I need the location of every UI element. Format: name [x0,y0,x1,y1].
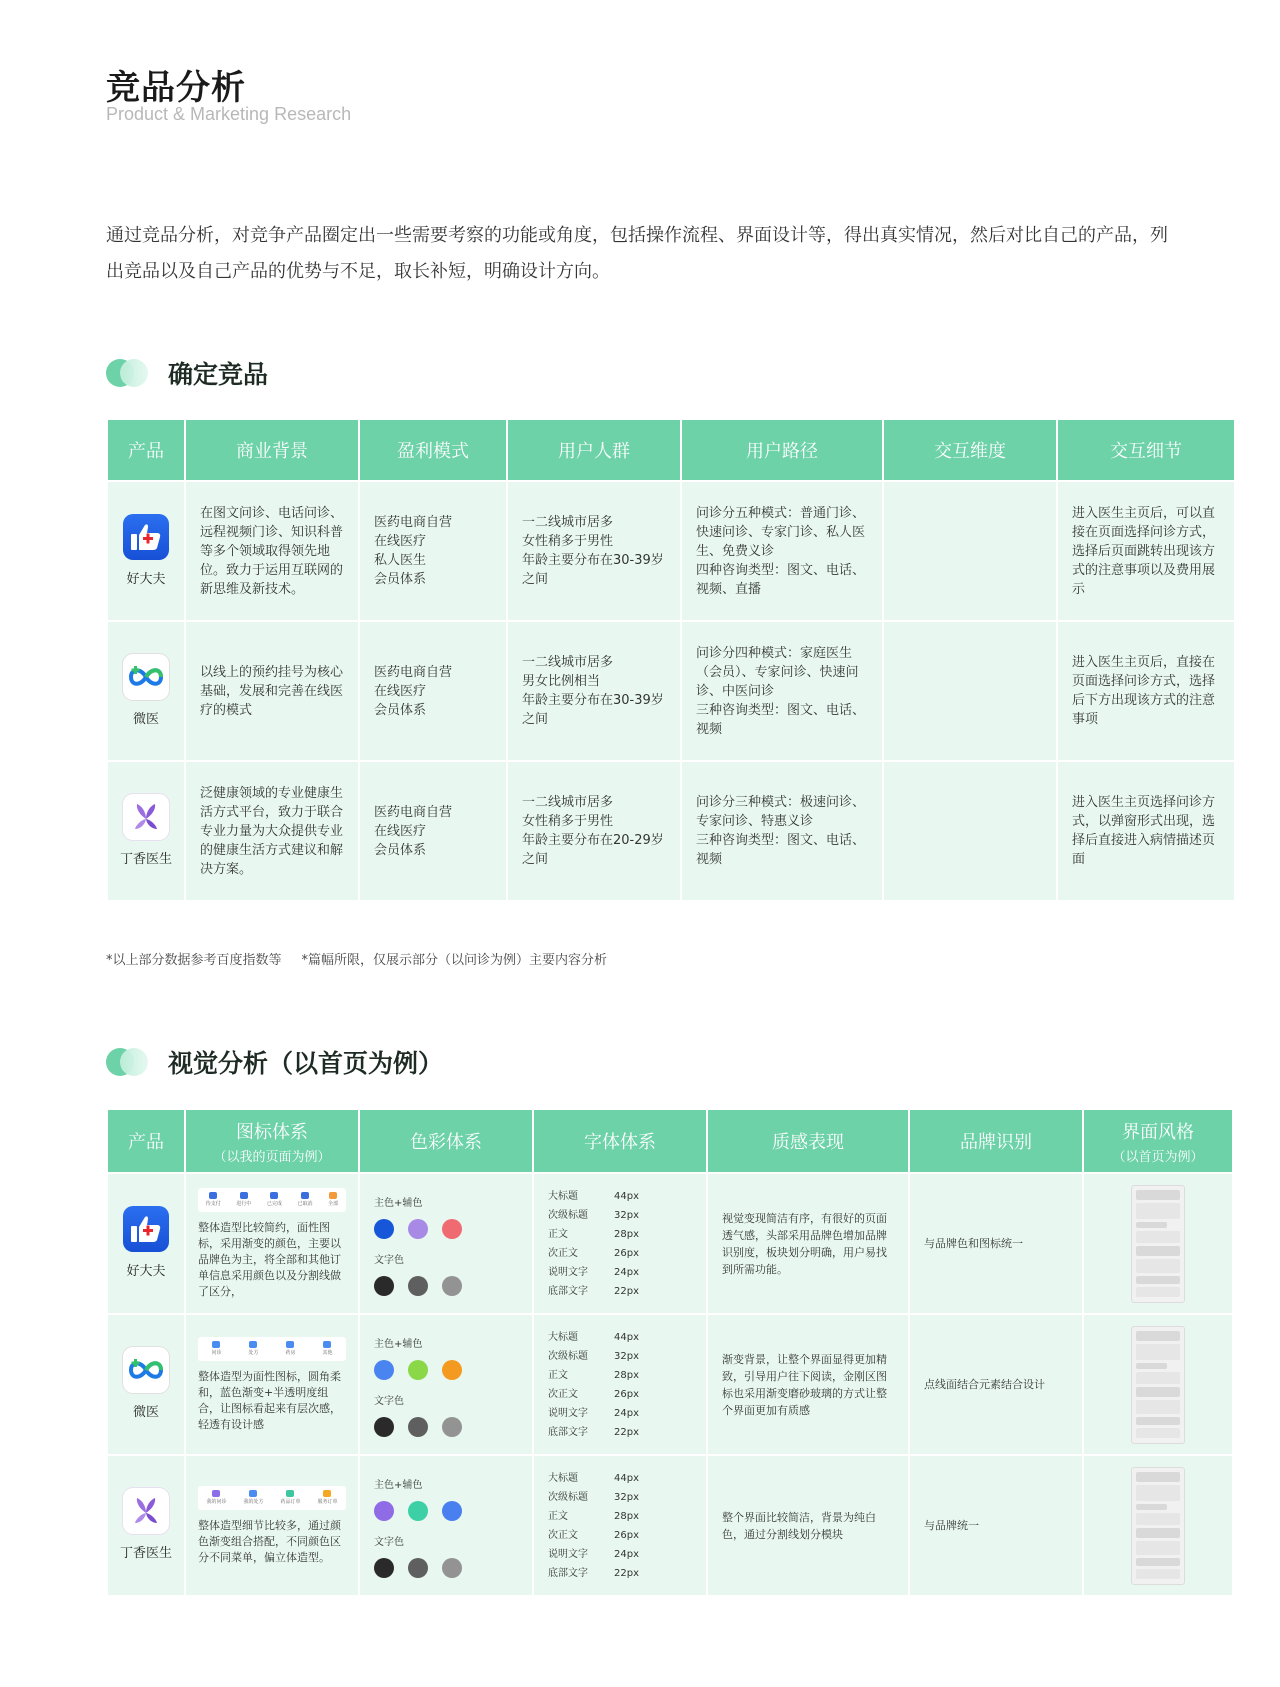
detail-cell: 进入医生主页选择问诊方式，以弹窗形式出现，选择后直接进入病情描述页面 [1058,760,1234,900]
mini-menu-icon [329,1192,337,1199]
product-name: 微医 [132,1405,159,1420]
mini-menu-icon [249,1341,257,1348]
profit-line: 在线医疗 [374,823,427,839]
font-level-name: 说明文字 [548,1407,588,1419]
color-swatch [374,1360,394,1380]
mini-menu-label: 处方 [248,1350,259,1356]
mini-menu-label: 我的处方 [243,1499,264,1505]
background-cell: 以线上的预约挂号为核心基础，发展和完善在线医疗的模式 [186,620,358,760]
product-cell [108,620,184,760]
font-size-value: 28px [614,1369,639,1381]
icon-system-cell [186,1313,358,1454]
mini-menu-icon [323,1341,331,1348]
profit-cell [360,620,506,760]
users-line: 男女比例相当 [522,674,601,689]
font-spec-row [548,1244,692,1263]
texture-cell: 整个界面比较简洁，背景为纯白色，通过分割线划分模块 [708,1454,908,1595]
section-heading-visual [106,1044,443,1080]
haodaifu-app-icon [123,514,169,560]
font-spec-row [548,1488,692,1507]
font-level-name: 次正文 [548,1388,578,1400]
mini-menu-item [248,1341,258,1356]
col-header-dimension: 交互维度 [884,420,1056,480]
font-size-value: 32px [614,1491,639,1503]
section-title: 视觉分析（以首页为例） [168,1049,444,1078]
font-size-value: 32px [614,1350,639,1362]
users-line: 女性稍多于男性 [522,534,614,549]
font-spec-row [548,1469,692,1488]
col-header-ui-style: 界面风格 （以首页为例） [1084,1110,1232,1172]
mini-menu-item [328,1192,338,1207]
font-size-value: 22px [614,1567,639,1579]
section-bullet-icon [106,1048,150,1076]
path-line: 四种咨询类型：图文、电话、视频、直播 [696,562,866,597]
table-row [108,1172,1232,1313]
color-label-text: 文字色 [374,1395,404,1407]
font-size-value: 28px [614,1510,639,1522]
section-heading-competitors [106,355,268,391]
homepage-wireframe-thumbnail [1131,1467,1185,1585]
mini-menu-label: 已完成 [266,1201,282,1207]
users-line: 一二线城市居多 [522,515,614,530]
text-color-swatch [408,1417,428,1437]
users-cell [508,620,680,760]
users-cell [508,760,680,900]
mini-menu-icon [270,1192,278,1199]
text-color-swatch [442,1276,462,1296]
text-color-swatch [408,1276,428,1296]
dingxiang-app-icon [123,1488,169,1534]
font-level-name: 底部文字 [548,1426,588,1438]
font-spec-row [548,1206,692,1225]
icon-system-cell [186,1454,358,1595]
font-level-name: 底部文字 [548,1567,588,1579]
font-size-value: 24px [614,1548,639,1560]
texture-cell: 渐变背景，让整个界面显得更加精致，引导用户往下阅读，金刚区图标也采用渐变磨砂玻璃的方式让整个界面更加有质感 [708,1313,908,1454]
font-spec-row [548,1404,692,1423]
color-swatch [408,1360,428,1380]
font-level-name: 正文 [548,1228,568,1240]
profit-cell [360,480,506,620]
font-level-name: 大标题 [548,1190,578,1202]
color-swatch [442,1360,462,1380]
texture-cell: 视觉变现简洁有序，有很好的页面透气感，头部采用品牌色增加品牌识别度，板块划分明确，用户易找到所需功能。 [708,1172,908,1313]
intro-paragraph: 通过竞品分析，对竞争产品圈定出一些需要考察的功能或角度，包括操作流程、界面设计等，得出真实情况，然后对比自己的产品，列出竞品以及自己产品的优势与不足，取长补短，明确设计方向。 [106,225,1168,282]
detail-cell: 进入医生主页后，直接在页面选择问诊方式，选择后下方出现该方式的注意事项 [1058,620,1234,760]
text-color-swatches [374,1276,518,1296]
font-level-name: 大标题 [548,1472,578,1484]
profit-line: 医药电商自营 [374,804,453,820]
font-level-name: 说明文字 [548,1548,588,1560]
color-label-main: 主色+辅色 [374,1479,423,1491]
weiyi-app-icon [123,1347,169,1393]
text-color-swatch [442,1417,462,1437]
mini-menu-item [267,1192,282,1207]
text-color-swatch [408,1558,428,1578]
path-cell [682,760,882,900]
brand-cell: 点线面结合元素结合设计 [910,1313,1082,1454]
table-row [108,760,1234,900]
visual-analysis-table [106,1110,1234,1595]
mini-menu-label: 待支付 [205,1201,221,1207]
mini-icon-bar [198,1486,346,1510]
ui-style-cell [1084,1172,1232,1313]
font-spec-row [548,1263,692,1282]
font-spec-row [548,1366,692,1385]
section-bullet-icon [106,359,150,387]
font-spec-row [548,1347,692,1366]
icon-system-description: 整体造型为面性图标，圆角柔和，蓝色渐变+半透明度组合，让图标看起来有层次感，轻透有设计感 [198,1369,341,1431]
font-size-value: 44px [614,1190,639,1202]
font-size-value: 24px [614,1266,639,1278]
font-spec-row [548,1385,692,1404]
product-name: 丁香医生 [119,851,172,867]
font-spec-row [548,1282,692,1301]
icon-system-description: 整体造型细节比较多，通过颜色渐变组合搭配，不同颜色区分不同菜单，偏立体造型。 [198,1518,341,1564]
mini-menu-item [322,1341,332,1356]
mini-menu-item [280,1490,300,1505]
mini-menu-label: 全部 [328,1201,339,1207]
color-system-cell [360,1172,532,1313]
font-level-name: 底部文字 [548,1285,588,1297]
mini-menu-label: 已取消 [297,1201,313,1207]
main-color-swatches [374,1219,518,1239]
table-footnote [106,949,607,968]
font-level-name: 次正文 [548,1529,578,1541]
font-size-value: 32px [614,1209,639,1221]
product-name: 好大夫 [126,571,166,587]
mini-menu-label: 药房 [285,1350,296,1356]
mini-menu-icon [240,1192,248,1199]
background-cell: 泛健康领域的专业健康生活方式平台，致力于联合专业力量为大众提供专业的健康生活方式建议和解决方案。 [186,760,358,900]
main-color-swatches [374,1360,518,1380]
color-swatch [442,1501,462,1521]
mini-menu-icon [286,1490,294,1497]
profit-cell [360,760,506,900]
haodaifu-app-icon [123,1206,169,1252]
homepage-wireframe-thumbnail [1131,1326,1185,1444]
font-spec-row [548,1564,692,1583]
col-header-icon-system: 图标体系 （以我的页面为例） [186,1110,358,1172]
color-swatch [408,1219,428,1239]
users-line: 年龄主要分布在30-39岁之间 [522,693,664,727]
font-system-cell [534,1172,706,1313]
path-cell [682,480,882,620]
path-line: 问诊分五种模式：普通门诊、快速问诊、专家门诊、私人医生、免费义诊 [696,505,866,559]
homepage-wireframe-thumbnail [1131,1185,1185,1303]
path-line: 问诊分三种模式：极速问诊、专家问诊、特惠义诊 [696,795,866,829]
font-spec-row [548,1507,692,1526]
mini-icon-bar [198,1337,346,1361]
ui-style-cell [1084,1313,1232,1454]
path-cell [682,620,882,760]
font-size-value: 28px [614,1228,639,1240]
product-cell [108,760,184,900]
col-header-font-system: 字体体系 [534,1110,706,1172]
product-name: 丁香医生 [119,1546,172,1561]
font-size-value: 26px [614,1529,639,1541]
color-label-main: 主色+辅色 [374,1197,423,1209]
color-system-cell [360,1454,532,1595]
font-level-name: 正文 [548,1510,568,1522]
table-row [108,480,1234,620]
detail-cell: 进入医生主页后，可以直接在页面选择问诊方式，选择后页面跳转出现该方式的注意事项以及费用展示 [1058,480,1234,620]
mini-menu-label: 其他 [322,1350,333,1356]
color-swatch [408,1501,428,1521]
mini-menu-item [243,1490,263,1505]
mini-menu-item [317,1490,337,1505]
competitor-table [106,420,1236,900]
brand-cell: 与品牌色和图标统一 [910,1172,1082,1313]
font-spec-row [548,1423,692,1442]
text-color-swatch [442,1558,462,1578]
col-header-product: 产品 [108,1110,184,1172]
section-title: 确定竞品 [168,360,269,389]
mini-menu-label: 我的问诊 [206,1499,227,1505]
font-level-name: 大标题 [548,1331,578,1343]
footnote-text: *篇幅所限，仅展示部分（以问诊为例）主要内容分析 [301,953,608,968]
font-level-name: 次级标题 [548,1209,588,1221]
icon-system-cell [186,1172,358,1313]
mini-menu-item [285,1341,295,1356]
font-level-name: 次正文 [548,1247,578,1259]
mini-menu-item [236,1192,251,1207]
product-name: 好大夫 [126,1264,166,1279]
users-line: 年龄主要分布在30-39岁之间 [522,553,664,587]
col-header-brand: 品牌识别 [910,1110,1082,1172]
font-level-name: 说明文字 [548,1266,588,1278]
color-label-main: 主色+辅色 [374,1338,423,1350]
mini-menu-icon [212,1341,220,1348]
users-cell [508,480,680,620]
profit-line: 在线医疗 [374,534,427,549]
font-size-value: 44px [614,1331,639,1343]
font-size-value: 22px [614,1426,639,1438]
font-size-value: 22px [614,1285,639,1297]
color-label-text: 文字色 [374,1254,404,1266]
color-swatch [442,1219,462,1239]
profit-line: 会员体系 [374,702,427,718]
mini-menu-icon [209,1192,217,1199]
font-size-value: 24px [614,1407,639,1419]
col-header-background: 商业背景 [186,420,358,480]
page-subtitle: Product & Marketing Research [106,104,352,124]
col-header-product: 产品 [108,420,184,480]
col-header-detail: 交互细节 [1058,420,1234,480]
mini-menu-label: 药品订单 [280,1499,301,1505]
table-row [108,1454,1232,1595]
product-name: 微医 [132,711,159,727]
col-header-texture: 质感表现 [708,1110,908,1172]
profit-line: 会员体系 [374,572,427,587]
font-size-value: 26px [614,1388,639,1400]
col-header-profit: 盈利模式 [360,420,506,480]
font-size-value: 44px [614,1472,639,1484]
dimension-cell [884,480,1056,620]
mini-menu-icon [301,1192,309,1199]
ui-style-cell [1084,1454,1232,1595]
font-level-name: 正文 [548,1369,568,1381]
path-line: 三种咨询类型：图文、电话、视频 [696,833,866,867]
page-title: 竞品分析 [106,68,246,108]
table-row [108,620,1234,760]
product-cell [108,1313,184,1454]
mini-menu-icon [249,1490,257,1497]
font-system-cell [534,1454,706,1595]
product-cell [108,480,184,620]
path-line: 问诊分四种模式：家庭医生（会员）、专家问诊、快速问诊、中医问诊 [696,645,859,699]
font-level-name: 次级标题 [548,1350,588,1362]
users-line: 年龄主要分布在20-29岁之间 [522,833,664,867]
users-line: 一二线城市居多 [522,655,614,670]
mini-menu-label: 问诊 [211,1350,222,1356]
mini-menu-icon [212,1490,220,1497]
mini-menu-item [206,1192,221,1207]
weiyi-app-icon [123,654,169,700]
font-spec-row [548,1328,692,1347]
color-swatch [374,1501,394,1521]
col-header-color-system: 色彩体系 [360,1110,532,1172]
mini-menu-icon [286,1341,294,1348]
font-spec-row [548,1225,692,1244]
text-color-swatches [374,1417,518,1437]
color-label-text: 文字色 [374,1536,404,1548]
background-cell: 在图文问诊、电话问诊、远程视频门诊、知识科普等多个领域取得领先地位。致力于运用互联网的新思维及新技术。 [186,480,358,620]
text-color-swatches [374,1558,518,1578]
mini-menu-label: 进行中 [236,1201,252,1207]
text-color-swatch [374,1276,394,1296]
text-color-swatch [374,1558,394,1578]
col-header-users: 用户人群 [508,420,680,480]
font-spec-row [548,1545,692,1564]
mini-menu-item [206,1490,226,1505]
font-spec-row [548,1526,692,1545]
product-cell [108,1172,184,1313]
text-color-swatch [374,1417,394,1437]
color-system-cell [360,1313,532,1454]
profit-line: 医药电商自营 [374,664,453,680]
dimension-cell [884,760,1056,900]
dimension-cell [884,620,1056,760]
icon-system-description: 整体造型比较简约，面性图标，采用渐变的颜色，主要以品牌色为主，将全部和其他订单信息采用颜色以及分割线做了区分， [198,1220,341,1298]
dingxiang-app-icon [123,794,169,840]
footnote-text: *以上部分数据参考百度指数等 [106,953,282,968]
mini-menu-item [298,1192,313,1207]
font-level-name: 次级标题 [548,1491,588,1503]
profit-line: 医药电商自营 [374,515,453,530]
font-spec-row [548,1187,692,1206]
product-cell [108,1454,184,1595]
col-header-path: 用户路径 [682,420,882,480]
mini-menu-icon [323,1490,331,1497]
users-line: 女性稍多于男性 [522,814,614,829]
profit-line: 在线医疗 [374,683,427,699]
mini-menu-label: 服务订单 [317,1499,338,1505]
profit-line: 会员体系 [374,842,427,858]
brand-cell: 与品牌统一 [910,1454,1082,1595]
mini-menu-item [211,1341,221,1356]
main-color-swatches [374,1501,518,1521]
users-line: 一二线城市居多 [522,795,614,810]
font-size-value: 26px [614,1247,639,1259]
table-row [108,1313,1232,1454]
font-system-cell [534,1313,706,1454]
profit-line: 私人医生 [374,553,427,568]
mini-icon-bar [198,1188,346,1212]
color-swatch [374,1219,394,1239]
path-line: 三种咨询类型：图文、电话、视频 [696,702,866,737]
